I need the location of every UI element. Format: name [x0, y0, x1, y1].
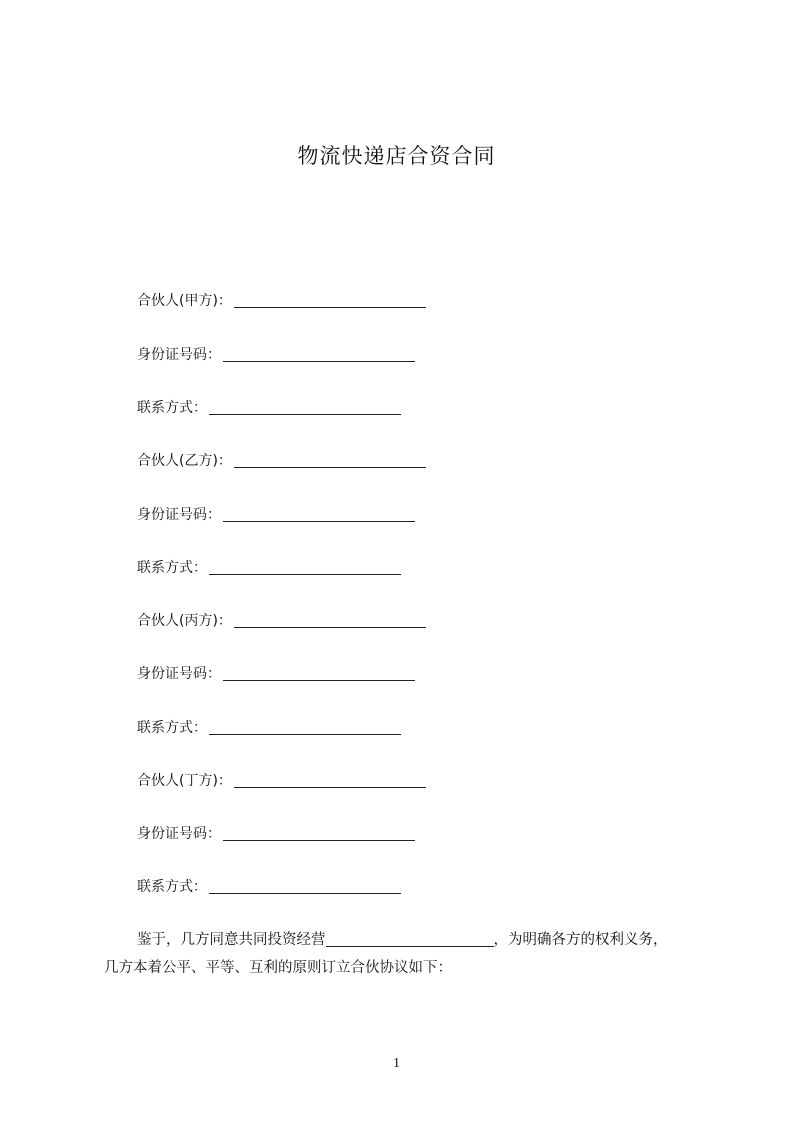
preamble-text: 鉴于，几方同意共同投资经营	[137, 932, 326, 948]
field-label: 身份证号码：	[137, 666, 221, 682]
preamble-text: ，为明确各方的权利义务，	[493, 932, 668, 948]
partner-b-contact-row	[137, 557, 401, 579]
field-label: 合伙人(乙方)：	[137, 453, 232, 469]
fill-in-blank[interactable]	[209, 399, 401, 415]
field-label: 联系方式：	[137, 879, 207, 895]
field-label: 身份证号码：	[137, 347, 221, 363]
fill-in-blank[interactable]	[209, 878, 401, 894]
preamble-line-1	[137, 929, 668, 951]
field-label: 合伙人(甲方)：	[137, 293, 232, 309]
fill-in-blank[interactable]	[223, 346, 415, 362]
partner-d-row	[137, 770, 426, 792]
field-label: 合伙人(丁方)：	[137, 773, 232, 789]
fill-in-blank[interactable]	[209, 559, 401, 575]
field-label: 合伙人(丙方)：	[137, 613, 232, 629]
partner-c-contact-row	[137, 717, 401, 739]
fill-in-blank[interactable]	[234, 452, 426, 468]
page-number: 1	[393, 1056, 400, 1071]
fill-in-blank[interactable]	[234, 612, 426, 628]
partner-a-id-row	[137, 344, 415, 366]
field-label: 联系方式：	[137, 560, 207, 576]
fill-in-blank[interactable]	[234, 772, 426, 788]
fill-in-blank[interactable]	[223, 506, 415, 522]
partner-d-contact-row	[137, 876, 401, 898]
field-label: 联系方式：	[137, 400, 207, 416]
partner-c-row	[137, 610, 426, 632]
partner-d-id-row	[137, 823, 415, 845]
business-name-blank[interactable]	[326, 931, 494, 947]
fill-in-blank[interactable]	[223, 825, 415, 841]
partner-c-id-row	[137, 663, 415, 685]
partner-a-row	[137, 290, 426, 312]
fill-in-blank[interactable]	[223, 665, 415, 681]
field-label: 身份证号码：	[137, 826, 221, 842]
document-title: 物流快递店合资合同	[297, 144, 496, 168]
field-label: 身份证号码：	[137, 507, 221, 523]
preamble-line-2: 几方本着公平、平等、互利的原则订立合伙协议如下：	[104, 960, 452, 976]
partner-b-row	[137, 450, 426, 472]
partner-a-contact-row	[137, 397, 401, 419]
fill-in-blank[interactable]	[209, 719, 401, 735]
fill-in-blank[interactable]	[234, 292, 426, 308]
field-label: 联系方式：	[137, 720, 207, 736]
partner-b-id-row	[137, 504, 415, 526]
